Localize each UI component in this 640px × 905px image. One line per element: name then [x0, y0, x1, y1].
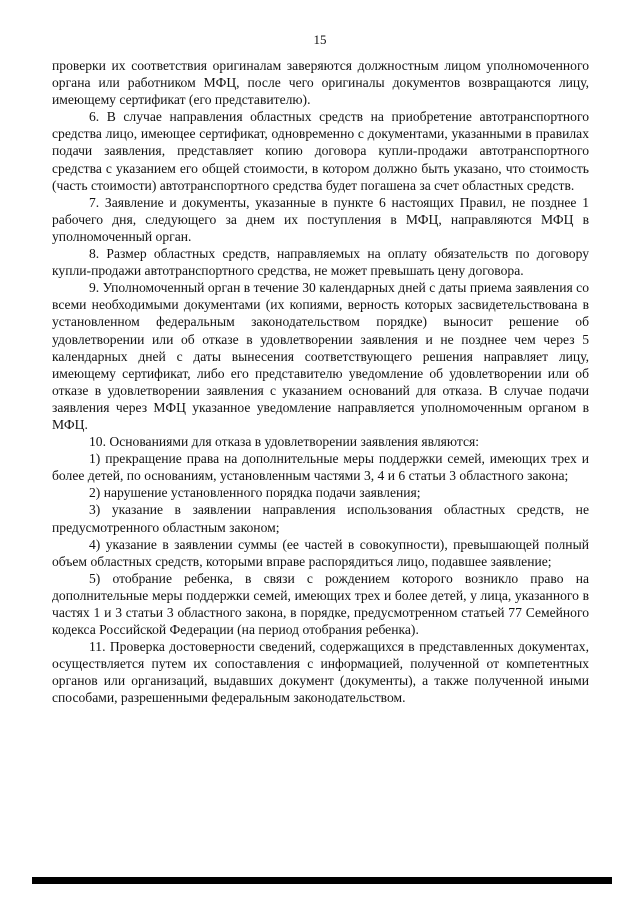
paragraph-clause-11: 11. Проверка достоверности сведений, содержащихся в представленных документах, осуществляется путем их сопоставления с информацией, полученной от компетентных органов или организаций, выдавших документ (документы), а также полученной иными способами, разрешенными федеральным законодательством.	[52, 639, 589, 706]
list-item-1: 1) прекращение права на дополнительные меры поддержки семей, имеющих трех и более детей, по основаниям, установленным частями 3, 4 и 6 статьи 3 областного закона;	[52, 451, 589, 484]
list-item-4: 4) указание в заявлении суммы (ее частей в совокупности), превышающей полный объем областных средств, которыми вправе распорядиться лицо, подавшее заявление;	[52, 536, 589, 569]
paragraph-clause-10: 10. Основаниями для отказа в удовлетворении заявления являются:	[89, 434, 480, 450]
list-item-5: 5) отобрание ребенка, в связи с рождением которого возникло право на дополнительные меры поддержки семей, имеющих трех и более детей, у лица, указанного в частях 1 и 3 статьи 3 областного закона, в порядке, предусмотренном статьей 77 Семейного кодекса Российской Федерации (на период отобрания ребенка).	[52, 570, 589, 638]
page-bottom-rule	[32, 877, 612, 884]
paragraph-clause-8: 8. Размер областных средств, направляемых на оплату обязательств по договору купли-продажи автотранспортного средства, не может превышать цену договора.	[52, 246, 589, 279]
paragraph-clause-7: 7. Заявление и документы, указанные в пункте 6 настоящих Правил, не позднее 1 рабочего дня, следующего за днем их поступления в МФЦ, направляются МФЦ в уполномоченный орган.	[52, 194, 589, 244]
paragraph-clause-6: 6. В случае направления областных средств на приобретение автотранспортного средства лицо, имеющее сертификат, одновременно с документами, указанными в правилах подачи заявления, представляет копию договора купли-продажи автотранспортного средства с указанием его общей стоимости, в котором должно быть указано, что стоимость (часть стоимости) автотранспортного средства будет погашена за счет областных средств.	[52, 109, 589, 193]
paragraph-continuation: проверки их соответствия оригиналам заверяются должностным лицом уполномоченного органа или работником МФЦ, после чего оригиналы документов возвращаются лицу, имеющему сертификат (его представителю).	[52, 58, 589, 108]
list-item-3: 3) указание в заявлении направления использования областных средств, не предусмотренного областным законом;	[52, 502, 589, 535]
page-number: 15	[313, 32, 327, 47]
document-body	[52, 57, 589, 707]
paragraph-clause-9: 9. Уполномоченный орган в течение 30 календарных дней с даты приема заявления со всеми необходимыми документами (их копиями, верность которых засвидетельствована в установленном федеральным законодательством порядке) выносит решение об удовлетворении или об отказе в удовлетворении заявления и не позднее чем через 5 календарных дней с даты вынесения соответствующего решения направляет лицу, имеющему сертификат, либо его представителю уведомление об удовлетворении или об отказе в удовлетворении заявления с указанием оснований для отказа. В случае подачи заявления через МФЦ указанное уведомление направляется уполномоченным органом в МФЦ.	[52, 280, 589, 432]
list-item-2: 2) нарушение установленного порядка подачи заявления;	[89, 485, 421, 501]
